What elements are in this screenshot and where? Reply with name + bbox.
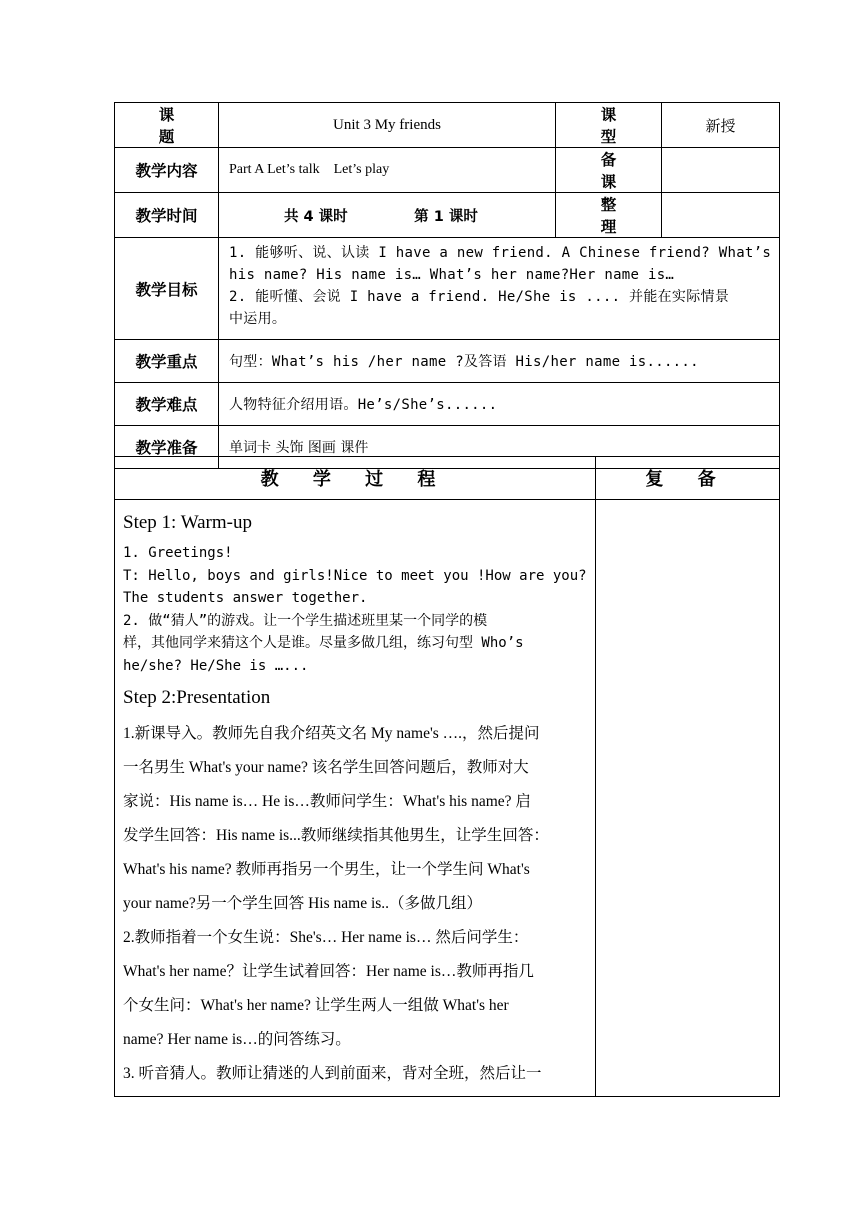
difficult-label: 教学难点 — [115, 383, 219, 426]
goals-row — [115, 238, 780, 340]
goals-label: 教学目标 — [115, 238, 219, 340]
lesson-info-table — [114, 102, 780, 469]
goals-value — [219, 238, 780, 340]
process-content-row — [115, 500, 780, 1097]
process-heading: 教 学 过 程 — [115, 457, 596, 500]
step1-line: he/she? He/She is …... — [123, 657, 309, 674]
step1-line: 2. 做“猜人”的游戏。让一个学生描述班里某一个同学的模 — [123, 612, 488, 629]
goal-line: 中运用。 — [229, 311, 287, 327]
prep-label: 备 课 — [556, 148, 662, 193]
materials-label: 教学准备 — [115, 426, 219, 469]
process-heading-row — [115, 457, 780, 500]
time-current: 第 1 课时 — [414, 208, 478, 225]
step1-line: 样，其他同学来猜这个人是谁。尽量多做几组，练习句型 Who’s — [123, 635, 524, 651]
step2-line: 一名男生 What's your name? 该名学生回答问题后，教师对大 — [123, 759, 529, 776]
step1-title: Step 1: Warm-up — [123, 512, 252, 533]
step1-line: 1. Greetings! — [123, 545, 233, 561]
process-content — [115, 500, 596, 1097]
arrange-value — [662, 193, 780, 238]
goal-line: 1. 能够听、说、认读 I have a new friend. A Chinese friend? What’s — [229, 245, 772, 261]
step2-title: Step 2:Presentation — [123, 687, 271, 708]
step1-line: The students answer together. — [123, 590, 368, 606]
time-value — [219, 193, 556, 238]
review-heading: 复 备 — [596, 457, 780, 500]
topic-row — [115, 103, 780, 148]
step2-line: What's his name? 教师再指另一个男生，让一个学生问 What's — [123, 861, 530, 878]
type-value: 新授 — [662, 103, 780, 148]
content-value: Part A Let’s talk Let’s play — [219, 148, 556, 193]
review-content — [596, 500, 780, 1097]
goal-line: his name? His name is… What’s her name?Her name is… — [229, 267, 675, 283]
step2-line: 个女生问：What's her name? 让学生两人一组做 What's her — [123, 997, 509, 1014]
step2-line: 1.新课导入。教师先自我介绍英文名 My name's ….，然后提问 — [123, 725, 540, 742]
teaching-process-table — [114, 456, 780, 1097]
type-label: 课 型 — [556, 103, 662, 148]
time-total: 共 4 课时 — [284, 208, 348, 225]
key-row — [115, 340, 780, 383]
content-label: 教学内容 — [115, 148, 219, 193]
step2-line: 3. 听音猜人。教师让猜迷的人到前面来，背对全班，然后让一 — [123, 1065, 542, 1082]
time-row — [115, 193, 780, 238]
key-label: 教学重点 — [115, 340, 219, 383]
topic-label: 课 题 — [115, 103, 219, 148]
key-value: 句型：What’s his /her name ?及答语 His/her name is...... — [219, 340, 780, 383]
step2-line: 家说：His name is… He is…教师问学生：What's his name? 启 — [123, 793, 531, 810]
step2-line: your name?另一个学生回答 His name is..（多做几组） — [123, 895, 483, 912]
step2-line: What's her name？让学生试着回答：Her name is…教师再指几 — [123, 963, 534, 980]
prep-value — [662, 148, 780, 193]
materials-value: 单词卡 头饰 图画 课件 — [219, 426, 780, 469]
step2-line: 发学生回答：His name is...教师继续指其他男生，让学生回答： — [123, 827, 549, 844]
step1-line: T: Hello, boys and girls!Nice to meet you !How are you? — [123, 567, 587, 584]
step1-body — [123, 542, 589, 677]
content-row — [115, 148, 780, 193]
difficult-value: 人物特征介绍用语。He’s/She’s...... — [219, 383, 780, 426]
arrange-label: 整 理 — [556, 193, 662, 238]
topic-value: Unit 3 My friends — [219, 103, 556, 148]
goal-line: 2. 能听懂、会说 I have a friend. He/She is .... 并能在实际情景 — [229, 289, 730, 305]
step2-line: 2.教师指着一个女生说：She's… Her name is… 然后问学生： — [123, 929, 529, 946]
step2-line: name? Her name is…的问答练习。 — [123, 1031, 351, 1048]
step2-body — [123, 717, 589, 1091]
time-label: 教学时间 — [115, 193, 219, 238]
difficult-row — [115, 383, 780, 426]
